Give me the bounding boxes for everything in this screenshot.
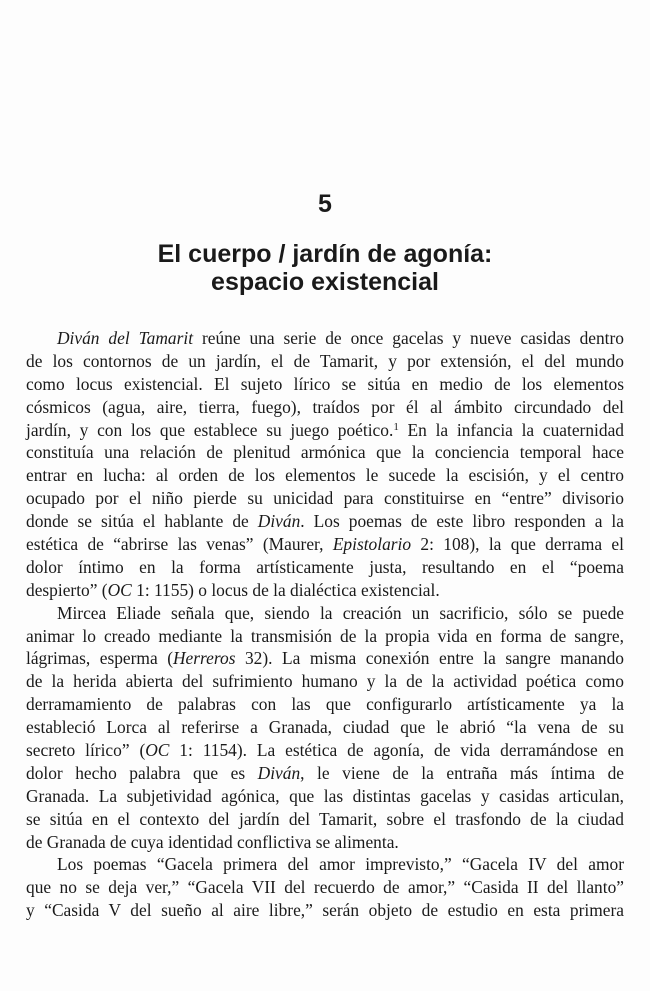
text-segment: y “Casida V del sueño al aire libre,” serán objeto de estudio en esta primera (26, 900, 624, 921)
text-line (26, 876, 624, 899)
text-segment: , le viene de la entraña más íntima de (300, 762, 624, 783)
text-segment: que no se deja ver,” “Gacela VII del recuerdo de amor,” “Casida II del llanto” (26, 877, 624, 898)
text-line (26, 647, 624, 670)
text-line (26, 602, 624, 625)
text-segment: jardín, y con los que establece su juego poético. (26, 419, 394, 440)
text-line (26, 487, 624, 510)
text-line (26, 350, 624, 373)
italic-text: Diván (257, 511, 301, 532)
paragraph (26, 602, 624, 854)
text-line (26, 327, 624, 350)
text-segment: Los poemas “Gacela primera del amor imprevisto,” “Gacela IV del amor (57, 854, 624, 875)
italic-text: Epistolario (332, 534, 412, 555)
text-line (26, 373, 624, 396)
text-segment: 1: 1155) o locus de la dialéctica existencial. (131, 579, 440, 600)
text-segment: se sitúa en el contexto del jardín del Tamarit, sobre el trasfondo de la ciudad (26, 808, 624, 829)
text-line (26, 556, 624, 579)
text-segment: secreto lírico” ( (26, 740, 146, 761)
text-line (26, 441, 624, 464)
body-text (26, 327, 624, 922)
chapter-number: 5 (318, 190, 332, 218)
text-segment: animar lo creado mediante la transmisión de la propia vida en forma de sangre, (26, 625, 624, 646)
text-line (26, 899, 624, 922)
text-line (26, 670, 624, 693)
text-line (26, 579, 624, 602)
text-line (26, 533, 624, 556)
text-segment: dolor íntimo en la forma artísticamente justa, resultando en el “poema (26, 556, 624, 577)
text-line (26, 831, 624, 854)
text-segment: cósmicos (agua, aire, tierra, fuego), traídos por él al ámbito circundado del (26, 396, 624, 417)
text-segment: lágrimas, esperma ( (26, 648, 173, 669)
text-segment: 1: 1154). La estética de agonía, de vida derramándose en (169, 740, 624, 761)
text-segment: estableció Lorca al referirse a Granada, ciudad que le abrió “la vena de su (26, 717, 624, 738)
paragraph (26, 853, 624, 922)
text-line (26, 693, 624, 716)
chapter-title (0, 240, 650, 296)
paragraph (26, 327, 624, 602)
text-segment: dolor hecho palabra que es (26, 762, 258, 783)
text-segment: de la herida abierta del sufrimiento humano y la de la actividad poética como (26, 671, 624, 692)
text-line (26, 716, 624, 739)
text-segment: derramamiento de palabras con las que configurarlo artísticamente ya la (26, 694, 624, 715)
text-line (26, 785, 624, 808)
italic-text: Diván del Tamarit (57, 328, 194, 348)
text-segment: como locus existencial. El sujeto lírico se sitúa en medio de los elementos (26, 373, 624, 394)
text-line (26, 853, 624, 876)
text-line (26, 739, 624, 762)
footnote-marker[interactable]: 1 (393, 420, 399, 433)
text-segment: Granada. La subjetividad agónica, que las distintas gacelas y casidas articulan, (26, 785, 624, 806)
italic-text: OC (107, 579, 132, 600)
text-line (26, 396, 624, 419)
text-line (26, 625, 624, 648)
text-line (26, 762, 624, 785)
text-segment: ocupado por el niño pierde su unicidad para constituirse en “entre” divisorio (26, 488, 624, 509)
chapter-title-line-1: El cuerpo / jardín de agonía: (157, 240, 493, 268)
text-segment: estética de “abrirse las venas” (Maurer, (26, 534, 333, 555)
text-segment: En la infancia la cuaternidad (398, 419, 624, 440)
text-segment: . Los poemas de este libro responden a la (300, 511, 624, 532)
text-segment: despierto” ( (26, 579, 108, 600)
text-segment: 2: 108), la que derrama el (411, 534, 624, 555)
text-segment: entrar en lucha: al orden de los elementos le sucede la escisión, y el centro (26, 465, 624, 486)
italic-text: OC (145, 740, 170, 761)
text-segment: de los contornos de un jardín, el de Tamarit, y por extensión, el del mundo (26, 350, 624, 371)
italic-text: Diván (257, 762, 301, 783)
text-segment: Mircea Eliade señala que, siendo la creación un sacrificio, sólo se puede (57, 602, 624, 623)
text-line (26, 808, 624, 831)
chapter-title-line-2: espacio existencial (211, 268, 439, 296)
text-segment: de Granada de cuya identidad conflictiva se alimenta. (26, 831, 399, 852)
text-segment: donde se sitúa el hablante de (26, 511, 258, 532)
italic-text: Herreros (172, 648, 236, 669)
text-line (26, 419, 624, 442)
text-segment: 32). La misma conexión entre la sangre manando (235, 648, 624, 669)
text-segment: reúne una serie de once gacelas y nueve casidas dentro (193, 328, 624, 348)
text-line (26, 510, 624, 533)
text-line (26, 464, 624, 487)
text-segment: constituía una relación de plenitud armónica que la conciencia temporal hace (26, 442, 624, 463)
